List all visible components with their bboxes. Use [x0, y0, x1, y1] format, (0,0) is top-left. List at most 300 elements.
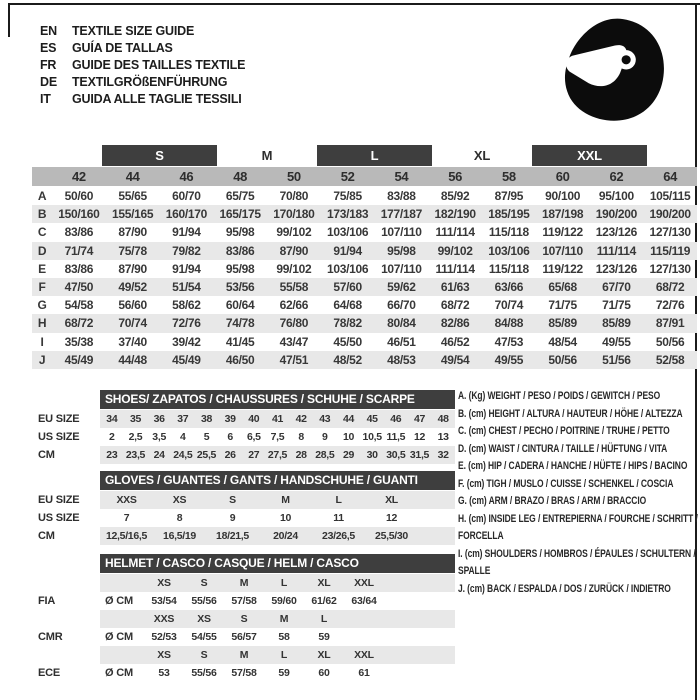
size-value-cell: 58/62 — [172, 298, 201, 313]
shoes-cm-value: 23,5 — [125, 449, 146, 461]
size-table-row — [32, 351, 697, 369]
language-code: EN — [40, 23, 57, 38]
helmet-cert-sections — [38, 574, 457, 682]
racing-helmet-icon — [556, 12, 678, 134]
helmet-size-label: XS — [157, 577, 171, 589]
language-code: IT — [40, 91, 51, 106]
row-label-cm: CM — [38, 449, 55, 461]
size-value-cell: 173/183 — [326, 207, 369, 222]
legend-item: C. (cm) CHEST / PECHO / POITRINE / TRUHE / PETTO — [458, 425, 670, 437]
gloves-cm-value: 25,5/30 — [375, 530, 408, 542]
helmet-header: HELMET / CASCO / CASQUE / HELM / CASCO — [100, 554, 455, 573]
measurement-row-label: A — [37, 189, 47, 204]
size-value-cell: 123/126 — [595, 261, 638, 276]
helmet-sizes-row — [100, 574, 455, 592]
size-value-cell: 85/92 — [440, 189, 470, 204]
helmet-size-label: S — [240, 613, 248, 625]
measurement-row-label: B — [37, 207, 47, 222]
certification-label: ECE — [38, 667, 61, 679]
shoes-cm-value: 25,5 — [196, 449, 217, 461]
size-header-cell: 50 — [286, 169, 301, 184]
size-value-cell: 37/40 — [118, 334, 147, 349]
size-value-cell: 91/94 — [333, 243, 362, 258]
helmet-size-label: M — [239, 649, 249, 661]
gloves-row-labels — [38, 471, 100, 545]
helmet-size-value: 60 — [318, 667, 330, 679]
shoes-cm-value: 32 — [437, 449, 449, 461]
size-value-cell: 95/98 — [387, 243, 416, 258]
size-value-cell: 71/74 — [64, 243, 94, 258]
size-value-cell: 87/91 — [655, 316, 685, 331]
size-table-row — [32, 278, 697, 296]
helmet-size-value: 59/60 — [271, 595, 297, 607]
size-value-cell: 71/75 — [548, 298, 577, 313]
legend-item: J. (cm) BACK / ESPALDA / DOS / ZURÜCK / INDIETRO — [458, 582, 671, 595]
shoes-cm-value: 31,5 — [409, 449, 430, 461]
size-value-cell: 127/130 — [649, 225, 691, 240]
size-table-row — [32, 223, 697, 241]
size-group-row — [32, 145, 697, 166]
language-row — [40, 22, 245, 39]
size-value-cell: 87/90 — [279, 243, 309, 258]
size-value-cell: 87/90 — [118, 261, 147, 276]
helmet-size-value: 53/54 — [151, 595, 177, 607]
size-value-cell: 45/50 — [333, 334, 362, 349]
size-group-s: S — [102, 145, 218, 166]
size-value-cell: 160/170 — [165, 207, 208, 222]
language-code: FR — [40, 57, 57, 72]
size-value-cell: 60/70 — [172, 189, 201, 204]
helmet-size-value: 54/55 — [191, 631, 217, 643]
shoes-eu-value: 40 — [248, 413, 260, 425]
size-group-xxl: XXL — [532, 145, 648, 166]
measurement-row-label: G — [37, 298, 47, 313]
shoes-cm-value: 28 — [295, 449, 307, 461]
helmet-size-label: XS — [197, 613, 211, 625]
gloves-size-table — [38, 471, 457, 545]
size-value-cell: 99/102 — [437, 243, 473, 258]
gloves-cm-value: 18/21,5 — [216, 530, 249, 542]
size-value-cell: 95/98 — [225, 261, 255, 276]
legend-item: F. (cm) TIGH / MUSLO / CUISSE / SCHENKEL / COSCIA — [458, 477, 674, 490]
shoes-us-value: 4 — [180, 431, 186, 443]
diameter-label: Ø CM — [105, 631, 133, 643]
shoes-cm-value: 30,5 — [386, 449, 406, 461]
size-table-row — [32, 187, 697, 205]
shoes-cm-value: 30 — [366, 449, 378, 461]
shoes-us-value: 2,5 — [128, 431, 143, 443]
language-row — [40, 73, 245, 90]
size-value-cell: 177/187 — [380, 207, 423, 222]
shoes-eu-value: 45 — [366, 413, 378, 425]
size-value-cell: 55/58 — [279, 280, 309, 295]
size-value-cell: 49/54 — [440, 352, 470, 367]
shoes-cm-value: 24 — [153, 449, 165, 461]
size-value-cell: 70/74 — [118, 316, 147, 331]
row-label-eu-size: EU SIZE — [38, 413, 80, 425]
size-value-cell: 170/180 — [273, 207, 315, 222]
size-value-cell: 68/72 — [440, 298, 470, 313]
helmet-size-label: L — [320, 613, 328, 625]
accessory-tables — [38, 390, 457, 682]
shoes-eu-value: 34 — [106, 413, 118, 425]
helmet-sizes-row — [100, 646, 455, 664]
size-value-cell: 64/68 — [333, 298, 362, 313]
size-value-cell: 46/50 — [225, 352, 255, 367]
shoes-us-value: 5 — [203, 431, 210, 443]
size-table-row — [32, 205, 697, 223]
shoes-us-value: 13 — [437, 431, 449, 443]
row-label-cm: CM — [38, 530, 55, 542]
shoes-us-value: 3,5 — [152, 431, 166, 443]
size-value-cell: 75/85 — [333, 189, 362, 204]
size-value-cell: 47/51 — [279, 352, 309, 367]
diameter-label: Ø CM — [105, 667, 133, 679]
helmet-size-value: 61 — [358, 667, 370, 679]
shoes-us-value: 8 — [298, 431, 304, 443]
shoes-cm-value: 24,5 — [173, 449, 193, 461]
helmet-size-value: 57/58 — [231, 667, 257, 679]
gloves-us-value: 12 — [385, 512, 398, 524]
size-value-cell: 68/72 — [655, 280, 685, 295]
size-value-cell: 54/58 — [64, 298, 94, 313]
size-value-cell: 45/49 — [64, 352, 94, 367]
measurement-row-label: D — [37, 243, 47, 258]
shoes-us-value: 10 — [342, 431, 355, 443]
helmet-values-row — [100, 664, 455, 682]
size-group-m: M — [261, 148, 273, 163]
size-value-cell: 66/70 — [387, 298, 416, 313]
shoes-us-value: 9 — [322, 431, 328, 443]
certification-label: CMR — [38, 631, 63, 643]
size-value-cell: 107/110 — [381, 225, 422, 240]
size-value-cell: 53/56 — [225, 280, 255, 295]
shoes-eu-value: 46 — [390, 413, 402, 425]
language-code: ES — [40, 40, 57, 55]
size-value-cell: 87/95 — [494, 189, 524, 204]
size-value-cell: 35/38 — [64, 334, 94, 349]
helmet-size-value: 56/57 — [231, 631, 257, 643]
gloves-cm-row — [100, 527, 455, 545]
size-value-cell: 190/200 — [649, 207, 691, 222]
gloves-eu-value: S — [229, 494, 236, 506]
size-value-cell: 119/122 — [542, 261, 583, 276]
size-value-cell: 78/82 — [333, 316, 362, 331]
size-value-cell: 91/94 — [172, 225, 201, 240]
language-row — [40, 56, 245, 73]
size-header-cell: 64 — [663, 169, 678, 184]
size-value-cell: 49/52 — [118, 280, 147, 295]
size-value-cell: 43/47 — [279, 334, 309, 349]
language-title: GUIDA ALLE TAGLIE TESSILI — [72, 91, 242, 106]
gloves-eu-value: L — [335, 494, 342, 506]
size-value-cell: 115/118 — [488, 261, 529, 276]
size-value-cell: 72/76 — [655, 298, 685, 313]
language-title: TEXTILE SIZE GUIDE — [72, 23, 195, 38]
shoes-eu-value: 37 — [177, 413, 189, 425]
textile-size-table — [32, 145, 697, 369]
shoes-cm-value: 29 — [342, 449, 355, 461]
size-header-cell: 62 — [609, 169, 624, 184]
helmet-cert-section — [38, 574, 457, 610]
size-header-row — [32, 167, 697, 186]
size-value-cell: 111/114 — [596, 243, 637, 258]
size-value-cell: 95/98 — [225, 225, 255, 240]
row-label-eu-size: EU SIZE — [38, 494, 80, 506]
size-header-cell: 60 — [555, 169, 570, 184]
size-value-cell: 49/55 — [494, 352, 524, 367]
size-value-cell: 182/190 — [434, 207, 476, 222]
size-value-cell: 80/84 — [387, 316, 416, 331]
size-value-cell: 123/126 — [595, 225, 638, 240]
size-value-cell: 111/114 — [435, 261, 475, 276]
size-value-cell: 165/175 — [219, 207, 261, 222]
helmet-size-value: 61/62 — [311, 595, 337, 607]
legend-item: E. (cm) HIP / CADERA / HANCHE / HÜFTE / HIPS / BACINO — [458, 460, 688, 472]
legend-item: D. (cm) WAIST / CINTURA / TAILLE / HÜFTUNG / VITA — [458, 442, 668, 455]
size-value-cell: 83/86 — [225, 243, 255, 258]
helmet-size-label: S — [200, 577, 208, 589]
helmet-size-label: XXL — [354, 649, 374, 661]
size-value-cell: 67/70 — [602, 280, 631, 295]
size-value-cell: 61/63 — [440, 280, 470, 295]
helmet-size-label: XL — [317, 577, 331, 589]
size-value-cell: 65/75 — [225, 189, 255, 204]
size-value-cell: 63/66 — [494, 280, 524, 295]
size-group-l: L — [317, 145, 433, 166]
size-value-cell: 41/45 — [225, 334, 255, 349]
size-value-cell: 185/195 — [488, 207, 530, 222]
helmet-size-value: 55/56 — [191, 667, 217, 679]
shoes-us-value: 2 — [109, 431, 115, 443]
row-label-us-size: US SIZE — [38, 431, 80, 443]
shoes-eu-value: 41 — [271, 413, 284, 425]
size-value-cell: 85/89 — [548, 316, 577, 331]
size-header-cell: 44 — [125, 169, 140, 184]
size-value-cell: 103/106 — [488, 243, 530, 258]
size-value-cell: 75/78 — [118, 243, 147, 258]
size-value-cell: 103/106 — [326, 261, 369, 276]
gloves-cm-value: 16,5/19 — [163, 530, 196, 542]
size-table-body — [32, 187, 697, 369]
size-value-cell: 103/106 — [326, 225, 369, 240]
shoes-cm-row — [100, 446, 455, 464]
shoes-header: SHOES/ ZAPATOS / CHAUSSURES / SCHUHE / SCARPE — [100, 390, 455, 409]
size-value-cell: 99/102 — [276, 225, 312, 240]
size-table-row — [32, 314, 697, 332]
gloves-eu-value: XL — [385, 494, 398, 506]
helmet-cert-section — [38, 610, 457, 646]
size-value-cell: 83/86 — [64, 225, 94, 240]
size-value-cell: 62/66 — [279, 298, 309, 313]
size-value-cell: 52/58 — [655, 352, 685, 367]
language-title: TEXTILGRÖßENFÜHRUNG — [72, 74, 228, 89]
size-value-cell: 45/49 — [172, 352, 201, 367]
size-value-cell: 105/115 — [649, 189, 691, 204]
language-title: GUIDE DES TAILLES TEXTILE — [72, 57, 246, 72]
size-value-cell: 49/55 — [602, 334, 631, 349]
gloves-us-value: 7 — [123, 512, 130, 524]
helmet-size-label: L — [280, 577, 288, 589]
helmet-size-value: 53 — [158, 667, 170, 679]
size-value-cell: 59/62 — [387, 280, 416, 295]
gloves-cm-value: 23/26,5 — [322, 530, 355, 542]
size-value-cell: 51/56 — [602, 352, 631, 367]
legend-item: G. (cm) ARM / BRAZO / BRAS / ARM / BRACCIO — [458, 495, 647, 507]
size-value-cell: 83/86 — [64, 261, 94, 276]
shoes-eu-value: 35 — [129, 413, 142, 425]
row-label-us-size: US SIZE — [38, 512, 80, 524]
shoes-us-value: 6 — [227, 431, 233, 443]
shoes-row-labels — [38, 390, 100, 464]
size-value-cell: 85/89 — [602, 316, 631, 331]
helmet-size-label: XS — [157, 649, 171, 661]
size-value-cell: 119/122 — [542, 225, 583, 240]
size-value-cell: 83/88 — [387, 189, 416, 204]
frame-border-top — [8, 3, 700, 5]
measurement-row-label: F — [38, 280, 46, 295]
shoes-eu-row — [100, 410, 455, 428]
gloves-cm-value: 20/24 — [273, 530, 298, 542]
size-value-cell: 70/74 — [494, 298, 524, 313]
gloves-header: GLOVES / GUANTES / GANTS / HANDSCHUHE / GUANTI — [100, 471, 455, 490]
size-value-cell: 56/60 — [118, 298, 147, 313]
helmet-size-value: 58 — [278, 631, 290, 643]
gloves-eu-value: M — [281, 494, 290, 506]
size-value-cell: 50/60 — [64, 189, 94, 204]
helmet-size-value: 57/58 — [231, 595, 257, 607]
measurement-row-label: J — [38, 352, 46, 367]
size-value-cell: 46/52 — [440, 334, 470, 349]
size-value-cell: 115/118 — [488, 225, 529, 240]
helmet-size-value: 59 — [278, 667, 290, 679]
shoes-eu-value: 38 — [200, 413, 213, 425]
size-value-cell: 74/78 — [225, 316, 255, 331]
size-header-cell: 58 — [501, 169, 516, 184]
helmet-size-value: 55/56 — [191, 595, 217, 607]
language-title-list — [40, 22, 245, 107]
frame-border-left — [8, 3, 10, 37]
size-header-cell: 42 — [71, 169, 86, 184]
helmet-size-label: XL — [317, 649, 331, 661]
size-value-cell: 150/160 — [58, 207, 100, 222]
size-value-cell: 47/50 — [64, 280, 94, 295]
size-value-cell: 72/76 — [172, 316, 201, 331]
size-value-cell: 115/119 — [650, 243, 691, 258]
size-value-cell: 48/53 — [387, 352, 416, 367]
shoes-eu-value: 47 — [413, 413, 426, 425]
size-table-row — [32, 296, 697, 314]
size-value-cell: 71/75 — [602, 298, 631, 313]
size-value-cell: 60/64 — [225, 298, 255, 313]
size-value-cell: 44/48 — [118, 352, 147, 367]
size-value-cell: 48/52 — [333, 352, 362, 367]
size-value-cell: 47/53 — [494, 334, 524, 349]
shoes-cm-value: 27 — [248, 449, 260, 461]
shoes-eu-value: 44 — [342, 413, 355, 425]
size-value-cell: 57/60 — [333, 280, 362, 295]
gloves-eu-value: XXS — [116, 494, 137, 506]
size-value-cell: 187/198 — [541, 207, 584, 222]
measurement-row-label: H — [37, 316, 47, 331]
size-header-cell: 46 — [179, 169, 194, 184]
size-value-cell: 127/130 — [649, 261, 691, 276]
gloves-eu-row — [100, 491, 455, 509]
measurement-row-label: E — [38, 261, 46, 276]
measurement-row-label: C — [37, 225, 47, 240]
helmet-cert-section — [38, 646, 457, 682]
size-value-cell: 76/80 — [279, 316, 309, 331]
diameter-label: Ø CM — [105, 595, 133, 607]
legend-item: B. (cm) HEIGHT / ALTURA / HAUTEUR / HÖHE / ALTEZZA — [458, 407, 683, 420]
helmet-size-value: 59 — [318, 631, 330, 643]
helmet-size-value: 63/64 — [351, 595, 377, 607]
gloves-eu-value: XS — [172, 494, 187, 506]
language-title: GUÍA DE TALLAS — [72, 40, 173, 55]
shoes-eu-value: 36 — [153, 413, 165, 425]
shoes-us-value: 11,5 — [386, 431, 406, 443]
legend-item: A. (Kg) WEIGHT / PESO / POIDS / GEWITCH / PESO — [458, 390, 661, 402]
size-value-cell: 79/82 — [172, 243, 201, 258]
size-table-row — [32, 260, 697, 278]
shoes-size-table — [38, 390, 457, 464]
measurement-row-label: I — [40, 334, 44, 349]
shoes-us-value: 7,5 — [270, 431, 285, 443]
helmet-sizes-row — [100, 610, 455, 628]
shoes-cm-value: 27,5 — [267, 449, 288, 461]
size-value-cell: 107/110 — [381, 261, 422, 276]
size-header-cell: 54 — [394, 169, 409, 184]
helmet-size-table — [38, 554, 457, 682]
size-value-cell: 68/72 — [64, 316, 94, 331]
helmet-size-value: 52/53 — [151, 631, 177, 643]
size-value-cell: 55/65 — [118, 189, 147, 204]
size-value-cell: 155/165 — [111, 207, 154, 222]
gloves-us-value: 11 — [333, 512, 344, 524]
shoes-us-value: 6,5 — [246, 431, 261, 443]
size-value-cell: 50/56 — [548, 352, 577, 367]
gloves-cm-value: 12,5/16,5 — [105, 530, 148, 542]
size-table-row — [32, 333, 697, 351]
size-value-cell: 91/94 — [172, 261, 201, 276]
size-value-cell: 87/90 — [118, 225, 147, 240]
size-value-cell: 50/56 — [655, 334, 685, 349]
size-value-cell: 48/54 — [548, 334, 577, 349]
shoes-eu-value: 39 — [224, 413, 236, 425]
gloves-us-value: 8 — [176, 512, 183, 524]
size-header-cell: 48 — [233, 169, 248, 184]
helmet-size-label: XXS — [153, 613, 175, 625]
gloves-us-value: 9 — [229, 512, 236, 524]
shoes-cm-value: 28,5 — [315, 449, 335, 461]
size-group-xl: XL — [473, 148, 491, 163]
size-value-cell: 95/100 — [598, 189, 634, 204]
size-value-cell: 90/100 — [545, 189, 581, 204]
helmet-size-label: XXL — [354, 577, 374, 589]
helmet-size-label: M — [239, 577, 249, 589]
shoes-cm-value: 23 — [106, 449, 118, 461]
shoes-us-row — [100, 428, 455, 446]
size-value-cell: 82/86 — [440, 316, 470, 331]
size-value-cell: 65/68 — [548, 280, 577, 295]
size-value-cell: 84/88 — [494, 316, 524, 331]
helmet-values-row — [100, 628, 455, 646]
language-code: DE — [40, 74, 57, 89]
size-value-cell: 39/42 — [172, 334, 201, 349]
shoes-eu-value: 43 — [319, 413, 331, 425]
size-value-cell: 70/80 — [279, 189, 309, 204]
language-row — [40, 90, 245, 107]
